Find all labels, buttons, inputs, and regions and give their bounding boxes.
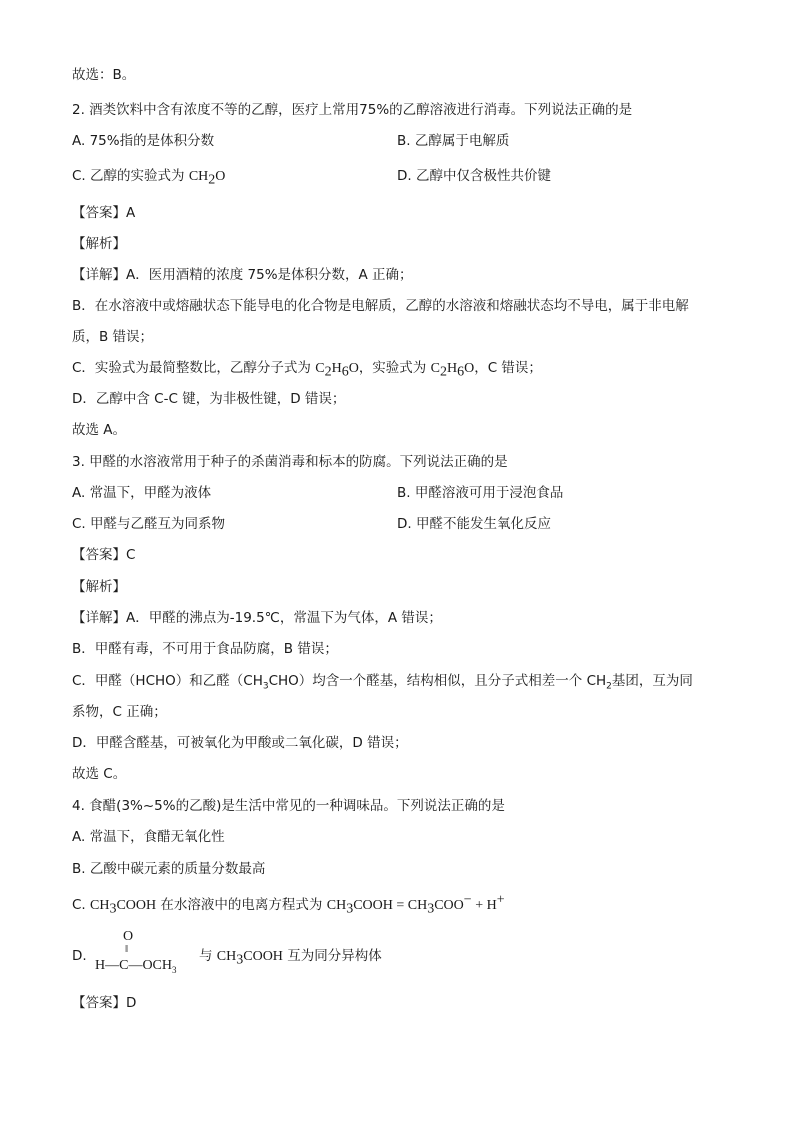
q3-answer: 【答案】C [72,547,136,563]
q4-answer: 【答案】D [72,995,137,1011]
q2-analysis-tag: 【解析】 [72,236,126,252]
q4-option-d-label: D. [72,948,87,964]
q4-option-b: B. 乙酸中碳元素的质量分数最高 [72,861,266,877]
q3-detail-4: D．甲醛含醛基，可被氧化为甲酸或二氧化碳，D 错误； [72,735,408,751]
answer-tag: 【答案】 [72,205,126,221]
answer-tag: 【答案】 [72,547,126,563]
q3-conclusion: 故选 C。 [72,766,127,782]
q2-option-b: B. 乙醇属于电解质 [397,133,510,149]
q2-option-a: A. 75%指的是体积分数 [72,133,215,149]
q2-option-d: D. 乙醇中仅含极性共价键 [397,168,551,184]
q2-detail-3: C．实验式为最简整数比，乙醇分子式为 $C_2H_6O$，实验式为 $C_2H_6O$，C 错误； [72,360,542,380]
q4-option-d-text: 与 $CH_3COOH$ 互为同分异构体 [199,948,382,968]
double-bond: ‖ [125,943,129,955]
q3-detail-2: B．甲醛有毒，不可用于食品防腐，B 错误； [72,641,338,657]
methyl-formate-structure: $H—C—OCH_3$ [95,958,177,975]
q3-detail-3b: 系物，C 正确； [72,704,167,720]
q3-stem: 3. 甲醛的水溶液常用于种子的杀菌消毒和标本的防腐。下列说法正确的是 [72,454,508,470]
q2-conclusion: 故选 A。 [72,422,127,438]
q3-option-a: A. 常温下，甲醛为液体 [72,485,212,501]
q1-conclusion: 故选：B。 [72,67,136,83]
q2-detail-4: D．乙醇中含 C-C 键，为非极性键，D 错误； [72,391,346,407]
q3-detail-3a: C．甲醛（HCHO）和乙醛$(CH_3CHO)$均含一个醛基，结构相似，且分子式相差一个 $CH_2$基团，互为同 [72,673,693,692]
q3-option-b: B. 甲醛溶液可用于浸泡食品 [397,485,564,501]
detail-tag: 【详解】 [72,267,126,283]
q2-detail-1: 【详解】A．医用酒精的浓度 75%是体积分数，A 正确； [72,267,413,283]
q4-stem: 4. 食醋(3%~5%的乙酸)是生活中常见的一种调味品。下列说法正确的是 [72,798,505,814]
q2-option-c: C. 乙醇的实验式为 $CH_2O$ [72,168,226,188]
q3-option-d: D. 甲醛不能发生氧化反应 [397,516,551,532]
q3-detail-1: 【详解】A．甲醛的沸点为-19.5℃，常温下为气体，A 错误； [72,610,442,626]
carbonyl-oxygen: O [123,929,134,944]
q2-detail-2b: 质，B 错误； [72,329,154,345]
q2-stem: 2. 酒类饮料中含有浓度不等的乙醇，医疗上常用75%的乙醇溶液进行消毒。下列说法正确的是 [72,102,633,118]
q4-option-c: C. $CH_3COOH$ 在水溶液中的电离方程式为 $CH_3COOH = CH_3COO^- + H^+$ [72,892,505,917]
q3-analysis-tag: 【解析】 [72,579,126,595]
q3-option-c: C. 甲醛与乙醛互为同系物 [72,516,226,532]
q2-detail-2a: B．在水溶液中或熔融状态下能导电的化合物是电解质，乙醇的水溶液和熔融状态均不导电，属于非电解 [72,298,689,314]
q2-answer: 【答案】A [72,205,136,221]
answer-tag: 【答案】 [72,995,126,1011]
q4-option-a: A. 常温下，食醋无氧化性 [72,829,225,845]
detail-tag: 【详解】 [72,610,126,626]
